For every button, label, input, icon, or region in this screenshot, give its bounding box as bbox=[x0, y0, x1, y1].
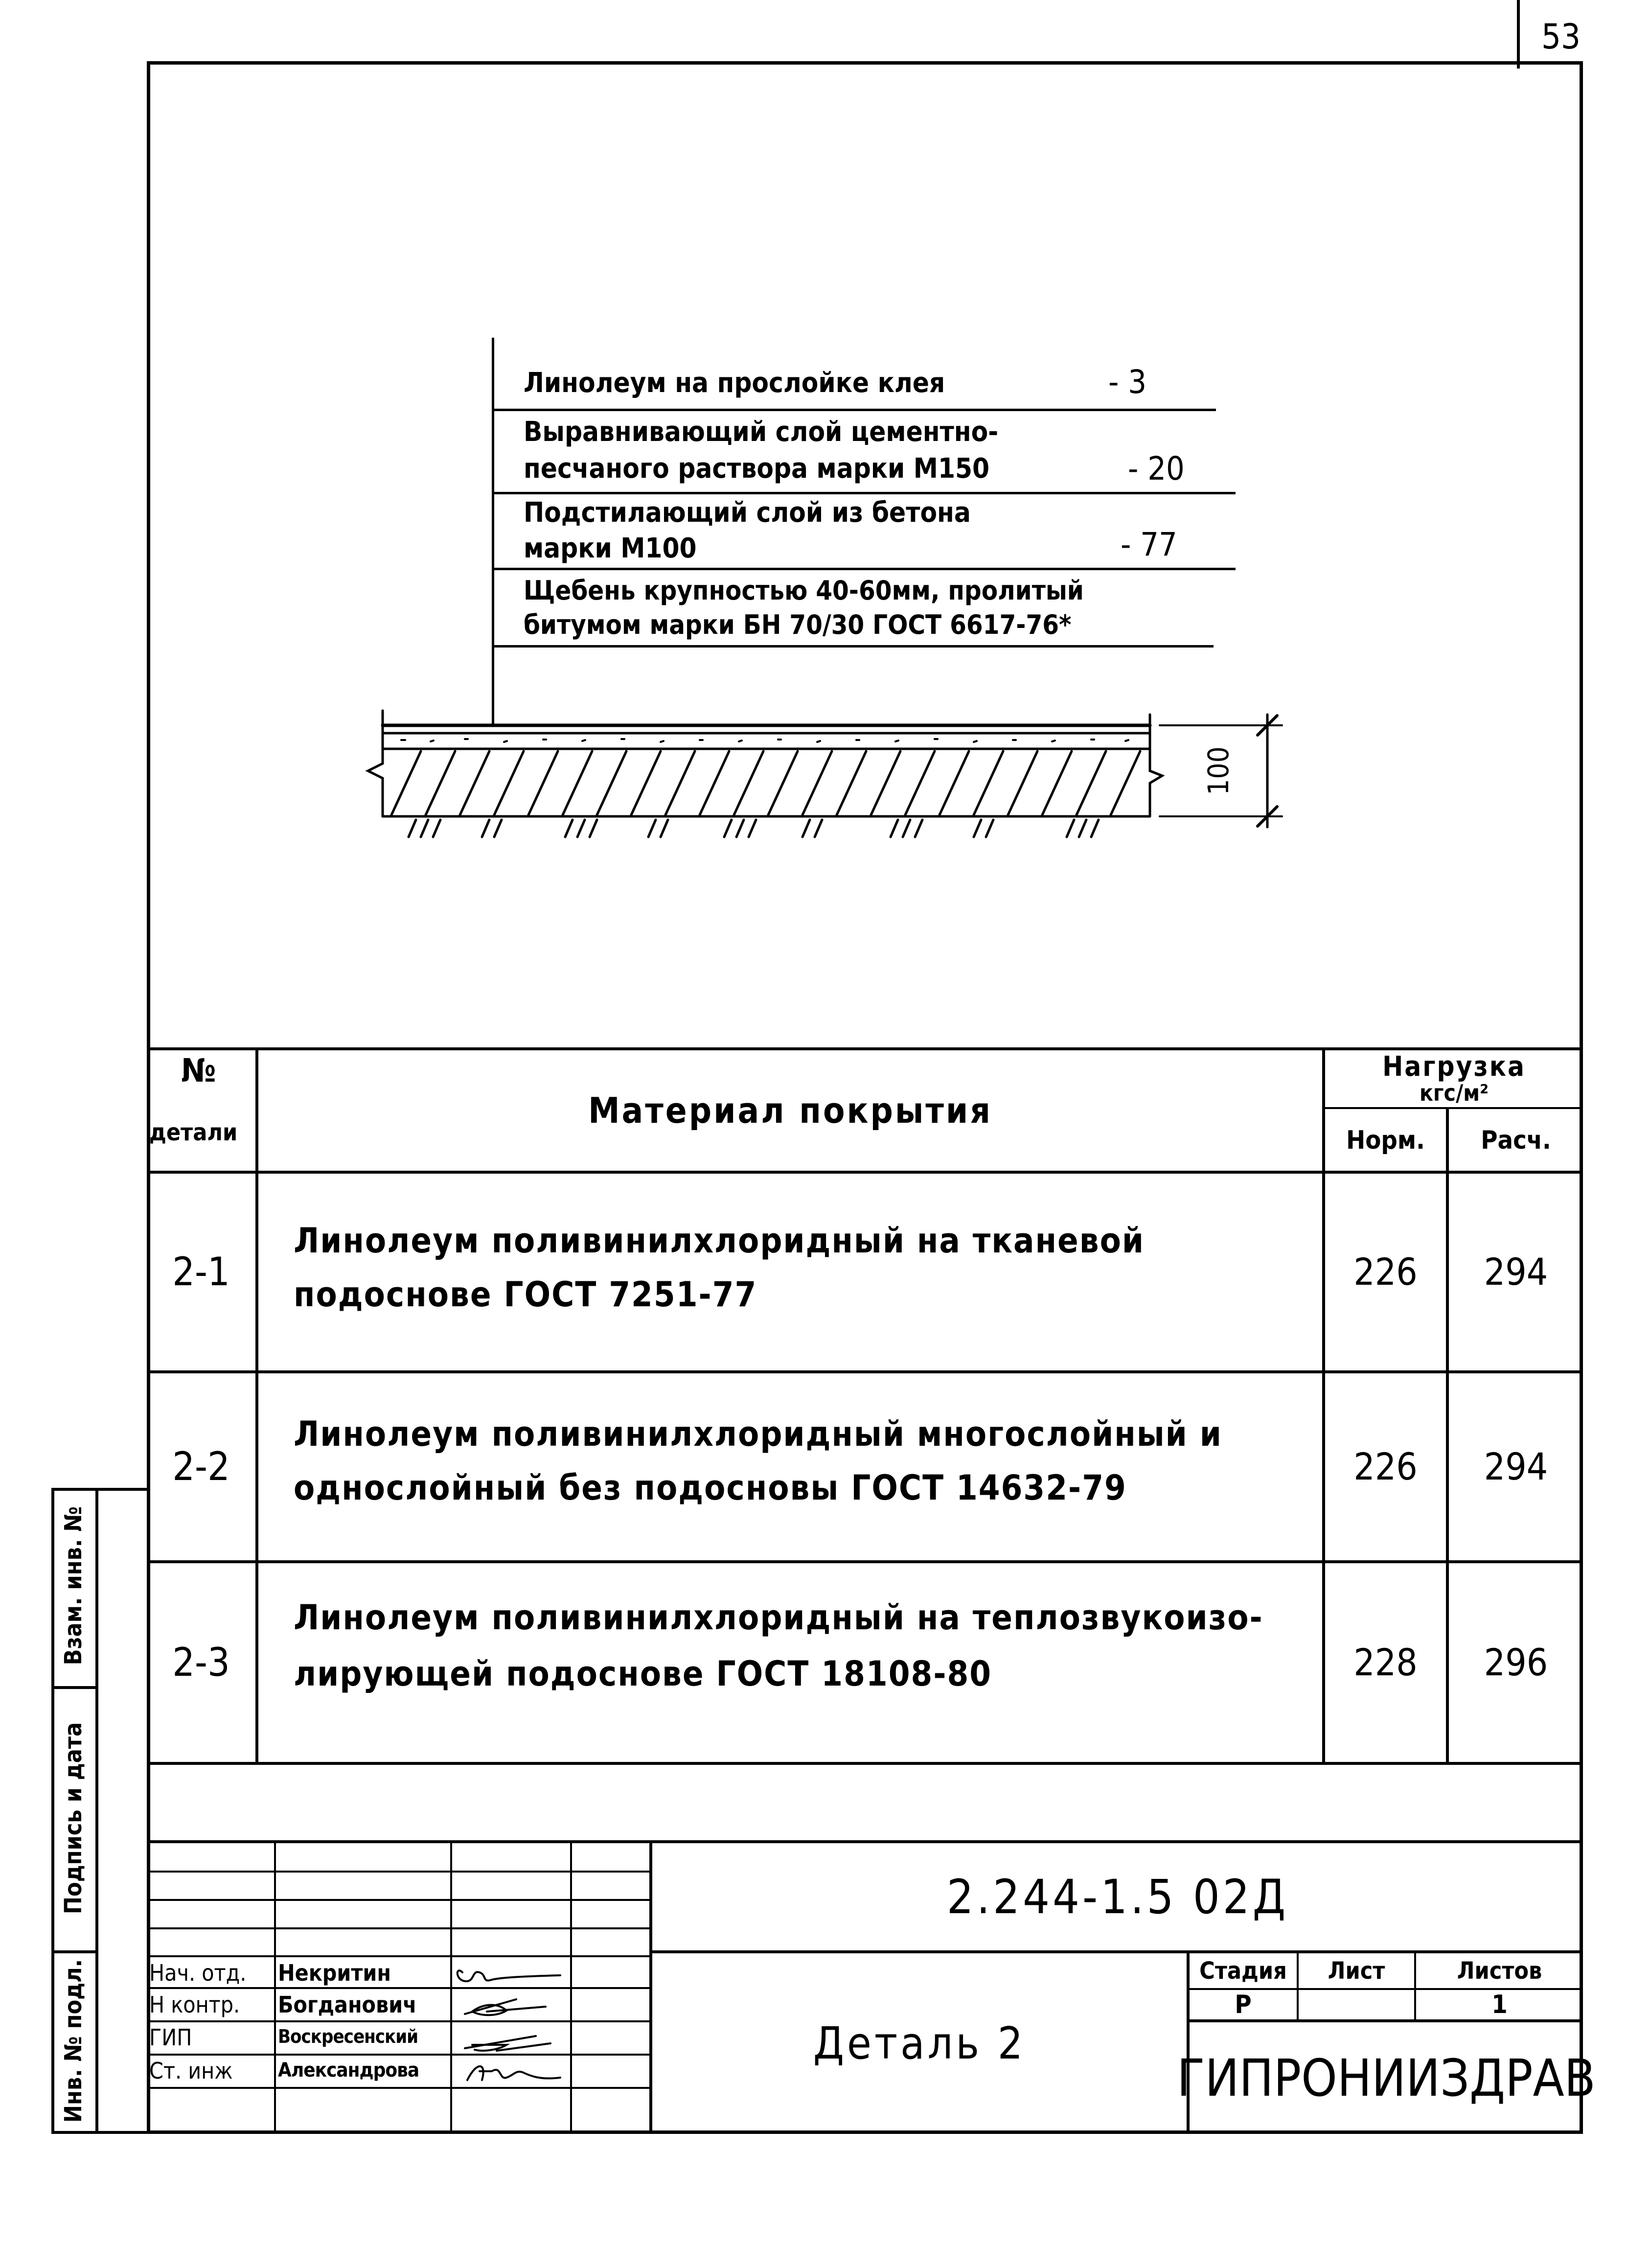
sheets-label: Листов bbox=[1457, 1957, 1542, 1985]
row-1-id-cell bbox=[147, 1174, 255, 1370]
side-stamp-inner-line bbox=[95, 1488, 98, 2134]
grid-line-f bbox=[147, 2020, 651, 2022]
side-stamp-line-1 bbox=[51, 1686, 98, 1689]
grid-col-1 bbox=[274, 1840, 276, 2134]
header-norm bbox=[1325, 1110, 1446, 1171]
person-2-role: Н контр. bbox=[149, 1991, 240, 2018]
header-number-label: детали bbox=[149, 1119, 238, 1146]
signature-1 bbox=[458, 1970, 560, 1981]
side-stamp-left-line bbox=[51, 1488, 54, 2134]
grid-line-d bbox=[147, 1955, 651, 1957]
sheets-value-cell bbox=[1416, 1990, 1583, 2019]
row-1-material-line1: Линолеум поливинилхлоридный на тканевой bbox=[294, 1221, 1145, 1261]
person-4-role: Ст. инж bbox=[149, 2058, 233, 2084]
grid-col-2 bbox=[450, 1840, 452, 2134]
row-3-norm: 228 bbox=[1353, 1641, 1418, 1684]
person-1-role: Нач. отд. bbox=[149, 1960, 247, 1986]
grid-col-3 bbox=[570, 1840, 572, 2134]
header-load-unit bbox=[1325, 1081, 1583, 1105]
person-2-name: Богданович bbox=[278, 1991, 417, 2018]
header-number-symbol: № bbox=[181, 1052, 216, 1089]
drawing-title: Деталь 2 bbox=[813, 2017, 1026, 2069]
row-1-material-line2: подоснове ГОСТ 7251-77 bbox=[294, 1274, 757, 1315]
row-2-id: 2-2 bbox=[172, 1444, 230, 1489]
side-stamp-top-line bbox=[51, 1488, 149, 1491]
signature-2 bbox=[465, 1999, 546, 2015]
layer-4-label-line2: битумом марки БН 70/30 ГОСТ 6617-76* bbox=[524, 609, 1072, 640]
row-2-norm: 226 bbox=[1353, 1445, 1418, 1488]
row-3-calc: 296 bbox=[1484, 1641, 1548, 1684]
row-2-norm-cell bbox=[1325, 1373, 1446, 1560]
row-3-calc-cell bbox=[1449, 1563, 1583, 1762]
header-material bbox=[258, 1050, 1322, 1171]
grid-line-e bbox=[147, 1987, 651, 1989]
header-calc-label: Расч. bbox=[1481, 1126, 1551, 1155]
drawing-title-cell bbox=[652, 1953, 1187, 2134]
row-1-norm-cell bbox=[1325, 1174, 1446, 1370]
grid-line-g bbox=[147, 2054, 651, 2056]
row-3-id-cell bbox=[147, 1563, 255, 1762]
person-3-name: Воскресенский bbox=[278, 2026, 418, 2047]
row-2-id-cell bbox=[147, 1373, 255, 1560]
stage-label: Стадия bbox=[1199, 1957, 1287, 1985]
row-2-calc-cell bbox=[1449, 1373, 1583, 1560]
replacement-inventory-label: Взам. инв. № bbox=[60, 1506, 87, 1666]
row-2-material-line1: Линолеум поливинилхлоридный многослойный и bbox=[294, 1414, 1222, 1454]
layer-1-label: Линолеум на прослойке клея bbox=[524, 367, 945, 399]
grid-line-a bbox=[147, 1871, 651, 1873]
organization-cell bbox=[1177, 2022, 1596, 2134]
row-1-calc: 294 bbox=[1484, 1250, 1548, 1294]
person-3-role: ГИП bbox=[149, 2024, 192, 2051]
detail-drawing bbox=[0, 0, 1627, 1047]
document-code: 2.244-1.5 02Д bbox=[946, 1869, 1289, 1924]
header-material-label: Материал покрытия bbox=[588, 1090, 992, 1131]
signature-date-label: Подпись и дата bbox=[60, 1722, 87, 1915]
person-1-name: Некритин bbox=[278, 1960, 391, 1986]
floor-section bbox=[0, 0, 1627, 1047]
row-2-calc: 294 bbox=[1484, 1445, 1548, 1488]
sheet-label-cell bbox=[1299, 1953, 1414, 1988]
sheet-label: Лист bbox=[1328, 1957, 1385, 1985]
document-code-cell bbox=[652, 1843, 1583, 1950]
layer-4-label-line1: Щебень крупностью 40-60мм, пролитый bbox=[524, 575, 1084, 606]
grid-line-c bbox=[147, 1927, 651, 1929]
row-2-material-line2: однослойный без подосновы ГОСТ 14632-79 bbox=[294, 1468, 1127, 1508]
signature-3 bbox=[465, 2036, 550, 2051]
header-norm-label: Норм. bbox=[1346, 1126, 1425, 1155]
stage-value-cell bbox=[1190, 1990, 1297, 2019]
stage-label-cell bbox=[1190, 1953, 1297, 1988]
row-3-material-line1: Линолеум поливинилхлоридный на теплозвукоизо- bbox=[294, 1597, 1263, 1638]
layer-2-label-line1: Выравнивающий слой цементно- bbox=[524, 416, 999, 448]
layer-2-thickness: - 20 bbox=[1128, 450, 1185, 487]
layer-3-thickness: - 77 bbox=[1121, 526, 1177, 563]
page-number: 53 bbox=[1541, 17, 1581, 57]
load-subheader-line bbox=[1324, 1107, 1583, 1109]
side-stamp-bottom-line bbox=[51, 2131, 149, 2134]
organization: ГИПРОНИИЗДРАВ bbox=[1177, 2048, 1596, 2108]
header-load bbox=[1325, 1052, 1583, 1082]
grid-line-b bbox=[147, 1899, 651, 1901]
grid-line-h bbox=[147, 2087, 651, 2089]
layer-1-thickness: - 3 bbox=[1108, 363, 1147, 401]
sheets-label-cell bbox=[1416, 1953, 1583, 1988]
row-3-norm-cell bbox=[1325, 1563, 1446, 1762]
signatures bbox=[453, 1958, 570, 2087]
header-load-label: Нагрузка bbox=[1382, 1051, 1526, 1083]
row-1-norm: 226 bbox=[1353, 1250, 1418, 1294]
header-load-unit-label: кгс/м² bbox=[1419, 1080, 1489, 1106]
stage-value: Р bbox=[1235, 1990, 1252, 2019]
row-3-material-line2: лирующей подоснове ГОСТ 18108-80 bbox=[294, 1654, 992, 1694]
row-3-bottom-line bbox=[147, 1762, 1583, 1765]
signature-4 bbox=[467, 2066, 560, 2080]
row-1-calc-cell bbox=[1449, 1174, 1583, 1370]
sheets-value: 1 bbox=[1491, 1990, 1508, 2019]
row-3-id: 2-3 bbox=[172, 1640, 230, 1685]
original-inventory-label: Инв. № подл. bbox=[60, 1959, 87, 2123]
side-stamp-line-2 bbox=[51, 1950, 98, 1953]
layer-3-label-line1: Подстилающий слой из бетона bbox=[524, 497, 971, 529]
sheet-value-cell bbox=[1299, 1990, 1414, 2019]
row-1-id: 2-1 bbox=[172, 1249, 230, 1295]
header-calc bbox=[1449, 1110, 1583, 1171]
person-4-name: Александрова bbox=[278, 2059, 419, 2082]
dimension-label: 100 bbox=[1202, 746, 1235, 795]
layer-2-label-line2: песчаного раствора марки М150 bbox=[524, 453, 990, 485]
layer-3-label-line2: марки М100 bbox=[524, 532, 697, 564]
